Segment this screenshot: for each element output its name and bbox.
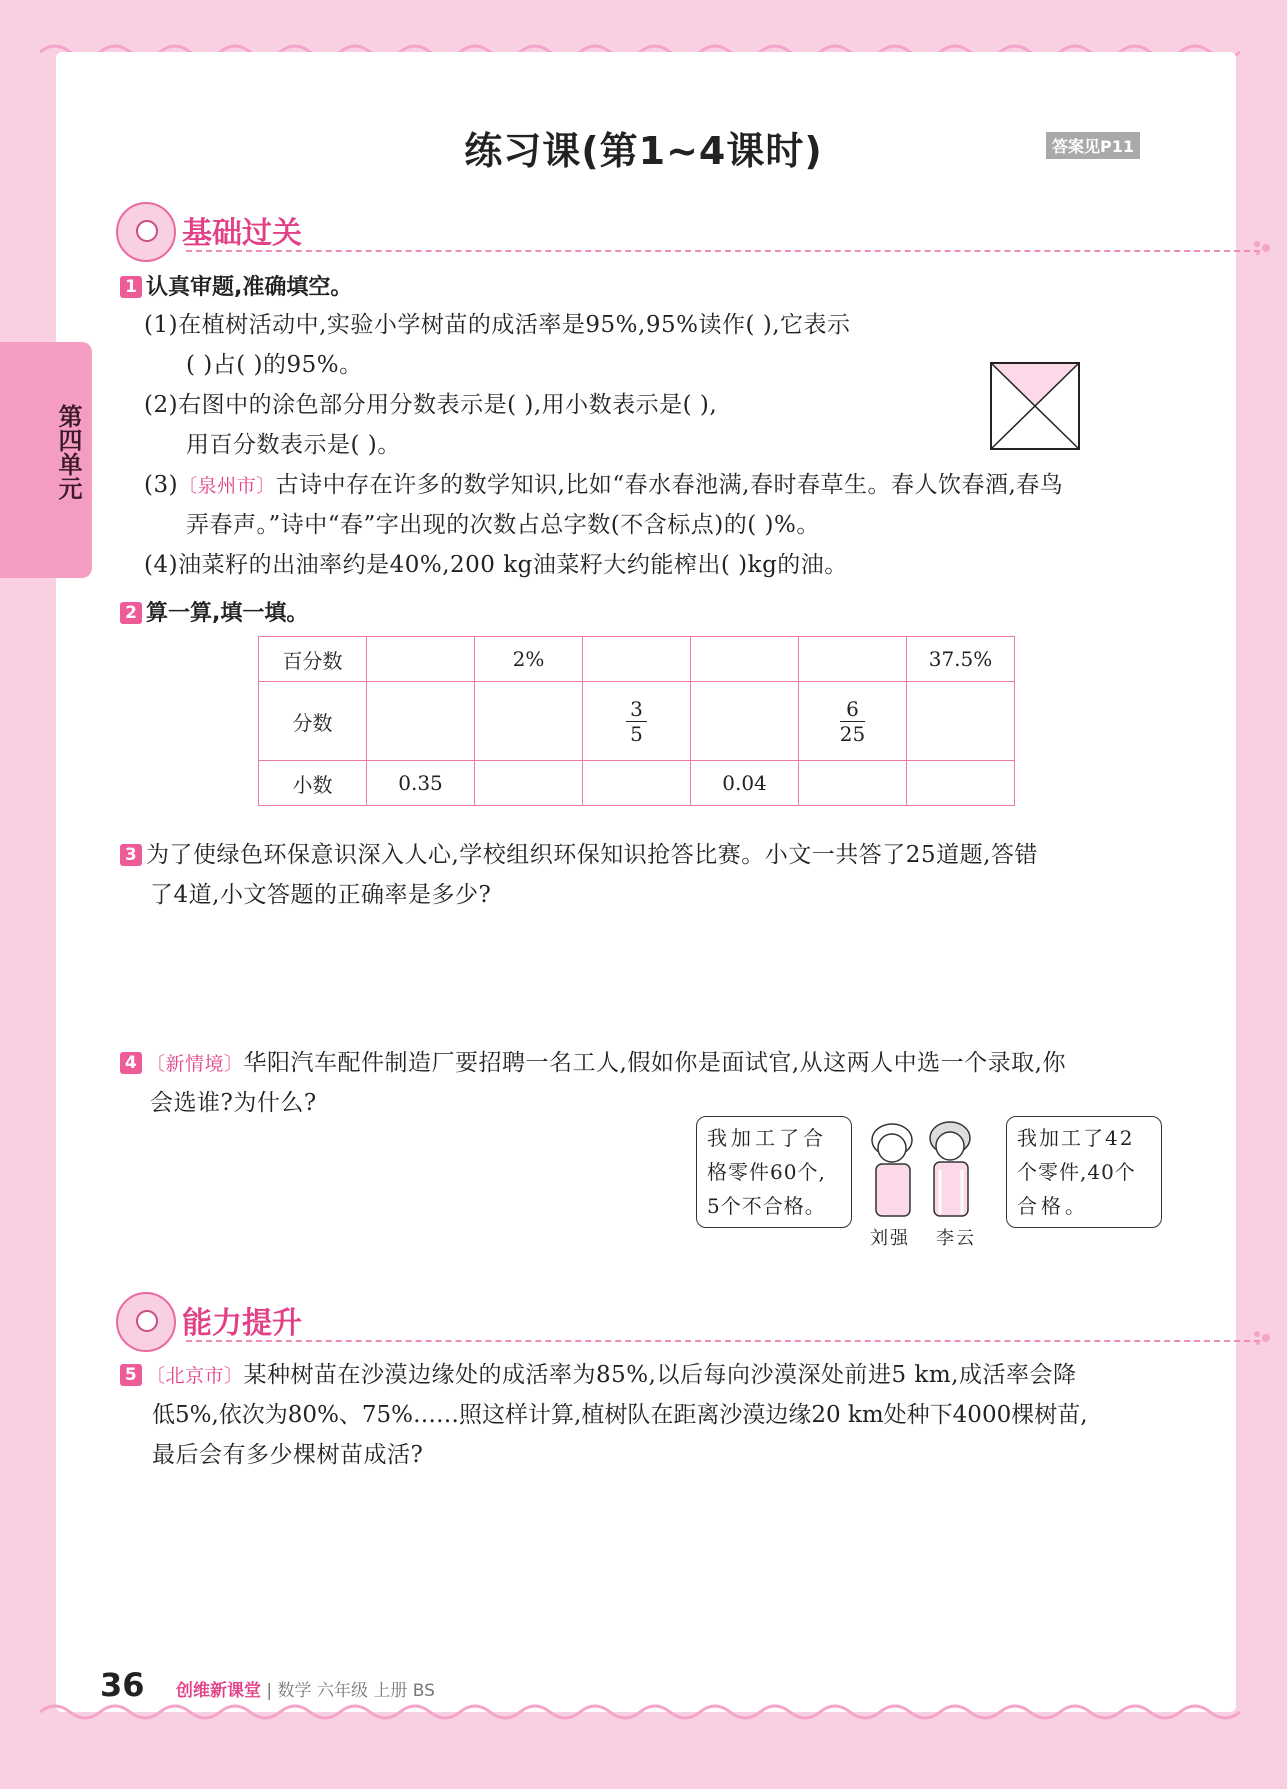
mascot-icon <box>116 1292 176 1352</box>
question-number: 3 <box>120 844 142 866</box>
q1-line-5 <box>144 466 1063 499</box>
table-row <box>259 761 1015 806</box>
bubble-line: 我加工了合 <box>707 1126 827 1150</box>
table-cell: 0.35 <box>367 761 475 806</box>
q5-line-2: 低5%,依次为80%、75%……照这样计算,植树队在距离沙漠边缘20 km处种下4000棵树苗, <box>152 1402 1088 1428</box>
question-1-head <box>120 270 352 301</box>
region-tag: 〔北京市〕 <box>146 1365 244 1387</box>
question-2-instruction: 算一算,填一填。 <box>146 601 309 626</box>
table-cell[interactable] <box>799 637 907 682</box>
table-cell[interactable] <box>691 682 799 761</box>
denominator: 5 <box>630 721 643 746</box>
q1-line-4: 用百分数表示是( )。 <box>186 432 401 458</box>
unit-tab <box>0 342 92 578</box>
numerator: 3 <box>626 697 647 722</box>
q3-line-2: 了4道,小文答题的正确率是多少? <box>150 882 492 908</box>
table-cell[interactable] <box>583 761 691 806</box>
denominator: 25 <box>839 721 866 746</box>
section-title: 基础过关 <box>182 216 302 251</box>
table-cell[interactable] <box>799 761 907 806</box>
region-tag: 〔新情境〕 <box>146 1053 244 1075</box>
speech-bubble-left <box>696 1116 852 1228</box>
numerator: 6 <box>840 697 865 722</box>
bubble-line: 格零件60个, <box>707 1160 826 1184</box>
table-cell: 2% <box>475 637 583 682</box>
table-cell: 0.04 <box>691 761 799 806</box>
dashed-rule <box>186 250 1260 252</box>
region-tag: 〔泉州市〕 <box>178 475 276 497</box>
question-1-instruction: 认真审题,准确填空。 <box>146 275 353 300</box>
table-cell-fraction <box>583 682 691 761</box>
question-number: 2 <box>120 602 142 624</box>
table-cell[interactable] <box>475 682 583 761</box>
table-cell[interactable] <box>691 637 799 682</box>
q4-line-1 <box>120 1044 1066 1077</box>
q5-line-3: 最后会有多少棵树苗成活? <box>152 1442 424 1468</box>
row-label: 百分数 <box>259 637 367 682</box>
footer-info <box>176 1676 435 1701</box>
question-number: 5 <box>120 1364 142 1386</box>
question-number: 1 <box>120 276 142 298</box>
page-number: 36 <box>100 1666 145 1704</box>
footer-details: | 数学 六年级 上册 BS <box>266 1681 435 1701</box>
table-cell[interactable] <box>367 637 475 682</box>
section-title: 能力提升 <box>182 1306 302 1341</box>
table-cell[interactable] <box>583 637 691 682</box>
bubble-line: 个零件,40个 <box>1017 1160 1136 1184</box>
q1-line-7: (4)油菜籽的出油率约是40%,200 kg油菜籽大约能榨出( )kg的油。 <box>144 552 848 578</box>
table-cell-fraction <box>799 682 907 761</box>
q3-text: 为了使绿色环保意识深入人心,学校组织环保知识抢答比赛。小文一共答了25道题,答错 <box>146 842 1038 868</box>
q4-line-2: 会选谁?为什么? <box>150 1090 317 1116</box>
question-2-head <box>120 596 308 627</box>
worker-name-right: 李云 <box>936 1228 976 1249</box>
table-row <box>259 682 1015 761</box>
answer-reference: 答案见P11 <box>1046 132 1140 159</box>
shaded-square-figure <box>990 362 1080 450</box>
q1-line-2: ( )占( )的95%。 <box>186 352 363 378</box>
table-row <box>259 637 1015 682</box>
fraction <box>626 697 647 746</box>
row-label: 小数 <box>259 761 367 806</box>
footer-brand: 创维新课堂 <box>176 1681 261 1701</box>
q4-text: 华阳汽车配件制造厂要招聘一名工人,假如你是面试官,从这两人中选一个录取,你 <box>243 1050 1066 1076</box>
table-cell[interactable] <box>907 761 1015 806</box>
q1-line-5-text: 古诗中存在许多的数学知识,比如“春水春池满,春时春草生。春人饮春酒,春鸟 <box>275 472 1064 498</box>
fraction <box>840 697 865 746</box>
dots-icon <box>1252 238 1272 258</box>
table-cell: 37.5% <box>907 637 1015 682</box>
q1-line-6: 弄春声。”诗中“春”字出现的次数占总字数(不含标点)的( )%。 <box>186 512 820 538</box>
unit-tab-label: 第四单元 <box>54 404 82 500</box>
q3-line-1 <box>120 836 1038 869</box>
dots-icon <box>1252 1328 1272 1348</box>
bubble-line: 我加工了42 <box>1017 1126 1135 1150</box>
workers-illustration-icon <box>862 1110 982 1240</box>
table-cell[interactable] <box>367 682 475 761</box>
q5-line-1 <box>120 1356 1076 1389</box>
row-label: 分数 <box>259 682 367 761</box>
wavy-border-bottom <box>40 1700 1250 1724</box>
bubble-line: 合格。 <box>1017 1194 1089 1218</box>
table-cell[interactable] <box>475 761 583 806</box>
bubble-line: 5个不合格。 <box>707 1194 826 1218</box>
mascot-icon <box>116 202 176 262</box>
page-title: 练习课(第1~4课时) <box>464 129 823 173</box>
q1-line-1: (1)在植树活动中,实验小学树苗的成活率是95%,95%读作( ),它表示 <box>144 312 851 338</box>
speech-bubble-right <box>1006 1116 1162 1228</box>
q1-sub-number: (3) <box>144 472 179 498</box>
q5-text: 某种树苗在沙漠边缘处的成活率为85%,以后每向沙漠深处前进5 km,成活率会降 <box>243 1362 1077 1388</box>
worker-name-left: 刘强 <box>870 1228 910 1249</box>
dashed-rule <box>186 1340 1260 1342</box>
question-number: 4 <box>120 1052 142 1074</box>
q1-line-3: (2)右图中的涂色部分用分数表示是( ),用小数表示是( ), <box>144 392 718 418</box>
table-cell[interactable] <box>907 682 1015 761</box>
conversion-table <box>258 636 1015 806</box>
